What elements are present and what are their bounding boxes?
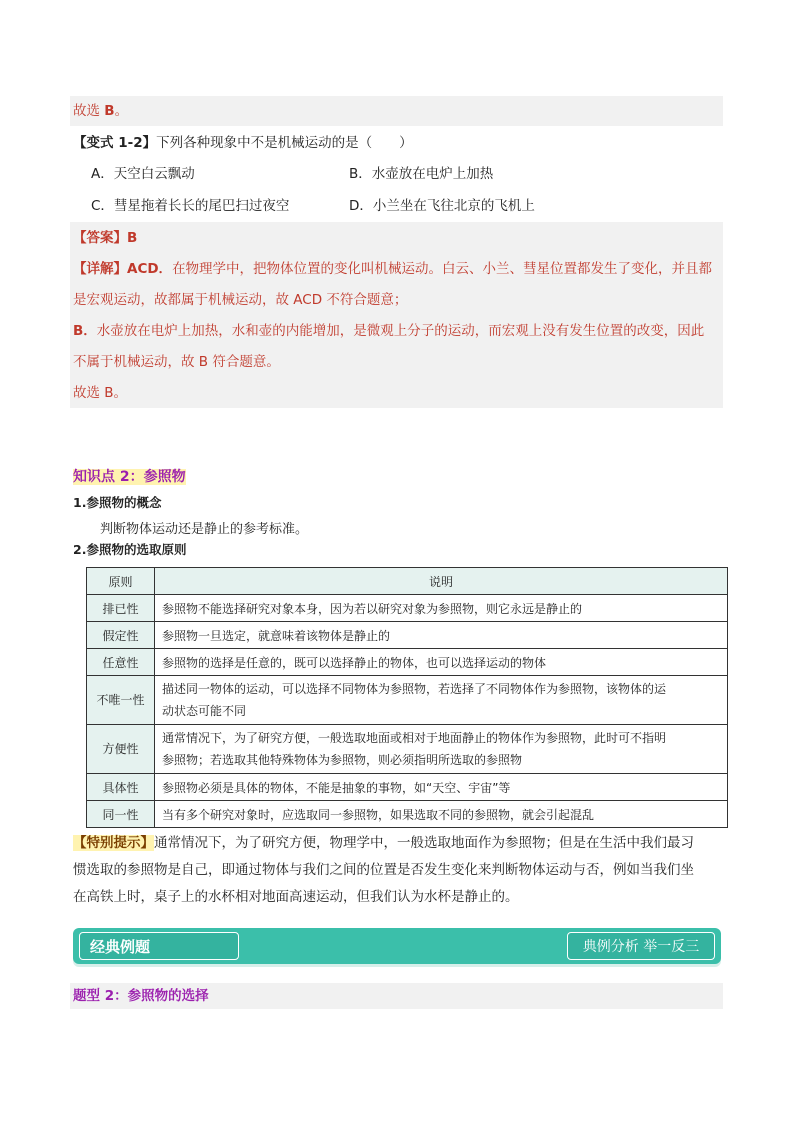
solution-box <box>70 222 723 408</box>
tip-line3: 在高铁上时，桌子上的水杯相对地面高速运动，但我们认为水杯是静止的。 <box>73 889 519 905</box>
rule-desc: 参照物不能选择研究对象本身，因为若以研究对象为参照物，则它永远是静止的 <box>155 595 728 622</box>
detail-p1-line2: 是宏观运动，故都属于机械运动，故 ACD 不符合题意； <box>73 292 408 308</box>
rule-desc <box>155 725 728 774</box>
rule-desc: 当有多个研究对象时，应选取同一参照物，如果选取不同的参照物，就会引起混乱 <box>155 801 728 828</box>
table-row <box>87 774 728 801</box>
table-row <box>87 595 728 622</box>
rule-key: 假定性 <box>87 622 155 649</box>
option-c: C．彗星拖着长长的尾巴扫过夜空 <box>91 198 290 214</box>
banner-subtitle: 典例分析 举一反三 <box>567 932 715 960</box>
knowledge-title: 知识点 2：参照物 <box>73 469 186 485</box>
option-a: A．天空白云飘动 <box>91 166 195 182</box>
detail-p1-line1: 【详解】ACD．在物理学中，把物体位置的变化叫机械运动。白云、小兰、彗星位置都发生了变化，并且都 <box>73 261 713 277</box>
tip-label: 【特别提示】 <box>73 835 154 851</box>
table-row <box>87 725 728 774</box>
table-row <box>87 622 728 649</box>
rule-key: 同一性 <box>87 801 155 828</box>
variant-question-text: 下列各种现象中不是机械运动的是（ ） <box>156 135 413 151</box>
rule-desc-line: 通常情况下，为了研究方便，一般选取地面或相对于地面静止的物体作为参照物，此时可不指明 <box>162 731 667 745</box>
answer-line: 【答案】B <box>73 230 138 246</box>
rule-desc: 参照物必须是具体的物体，不能是抽象的事物，如“天空、宇宙”等 <box>155 774 728 801</box>
rule-desc: 参照物的选择是任意的，既可以选择静止的物体，也可以选择运动的物体 <box>155 649 728 676</box>
section-1-title: 1.参照物的概念 <box>73 495 162 510</box>
table-row <box>87 649 728 676</box>
detail-conclusion: 故选 B。 <box>73 385 128 401</box>
banner-title: 经典例题 <box>79 932 239 960</box>
table-header-principle: 原则 <box>87 568 155 595</box>
rule-key: 不唯一性 <box>87 676 155 725</box>
rule-desc: 参照物一旦选定，就意味着该物体是静止的 <box>155 622 728 649</box>
rule-key: 任意性 <box>87 649 155 676</box>
option-d: D．小兰坐在飞往北京的飞机上 <box>349 198 535 214</box>
rule-desc-line: 参照物；若选取其他特殊物体为参照物，则必须指明所选取的参照物 <box>162 753 523 767</box>
rule-desc-line: 描述同一物体的运动，可以选择不同物体为参照物，若选择了不同物体作为参照物，该物体的运 <box>162 682 667 696</box>
type-title: 题型 2：参照物的选择 <box>73 988 209 1004</box>
detail-p2-line2: 不属于机械运动，故 B 符合题意。 <box>73 354 280 370</box>
option-b: B．水壶放在电炉上加热 <box>349 166 494 182</box>
table-row <box>87 676 728 725</box>
variant-tag: 【变式 1-2】 <box>73 135 157 151</box>
rule-desc <box>155 676 728 725</box>
rules-table <box>86 567 728 828</box>
section-2-title: 2.参照物的选取原则 <box>73 542 187 557</box>
tip-line2: 惯选取的参照物是自己，即通过物体与我们之间的位置是否发生变化来判断物体运动与否，例如当我们坐 <box>73 862 694 878</box>
rule-desc-line: 动状态可能不同 <box>162 704 247 718</box>
rule-key: 方便性 <box>87 725 155 774</box>
variant-question <box>73 133 726 153</box>
rule-key: 具体性 <box>87 774 155 801</box>
classic-examples-banner <box>73 928 721 964</box>
rule-key: 排已性 <box>87 595 155 622</box>
tip-line1-text: 通常情况下，为了研究方便，物理学中，一般选取地面作为参照物；但是在生活中我们最习 <box>154 835 694 851</box>
table-header-description: 说明 <box>155 568 728 595</box>
section-1-text: 判断物体运动还是静止的参考标准。 <box>100 522 309 537</box>
tip-line1 <box>73 833 726 853</box>
prev-conclusion: 故选 B。 <box>73 103 129 119</box>
table-header-row <box>87 568 728 595</box>
detail-p2-line1: B．水壶放在电炉上加热，水和壶的内能增加，是微观上分子的运动，而宏观上没有发生位置的改变，因此 <box>73 323 705 339</box>
table-row <box>87 801 728 828</box>
